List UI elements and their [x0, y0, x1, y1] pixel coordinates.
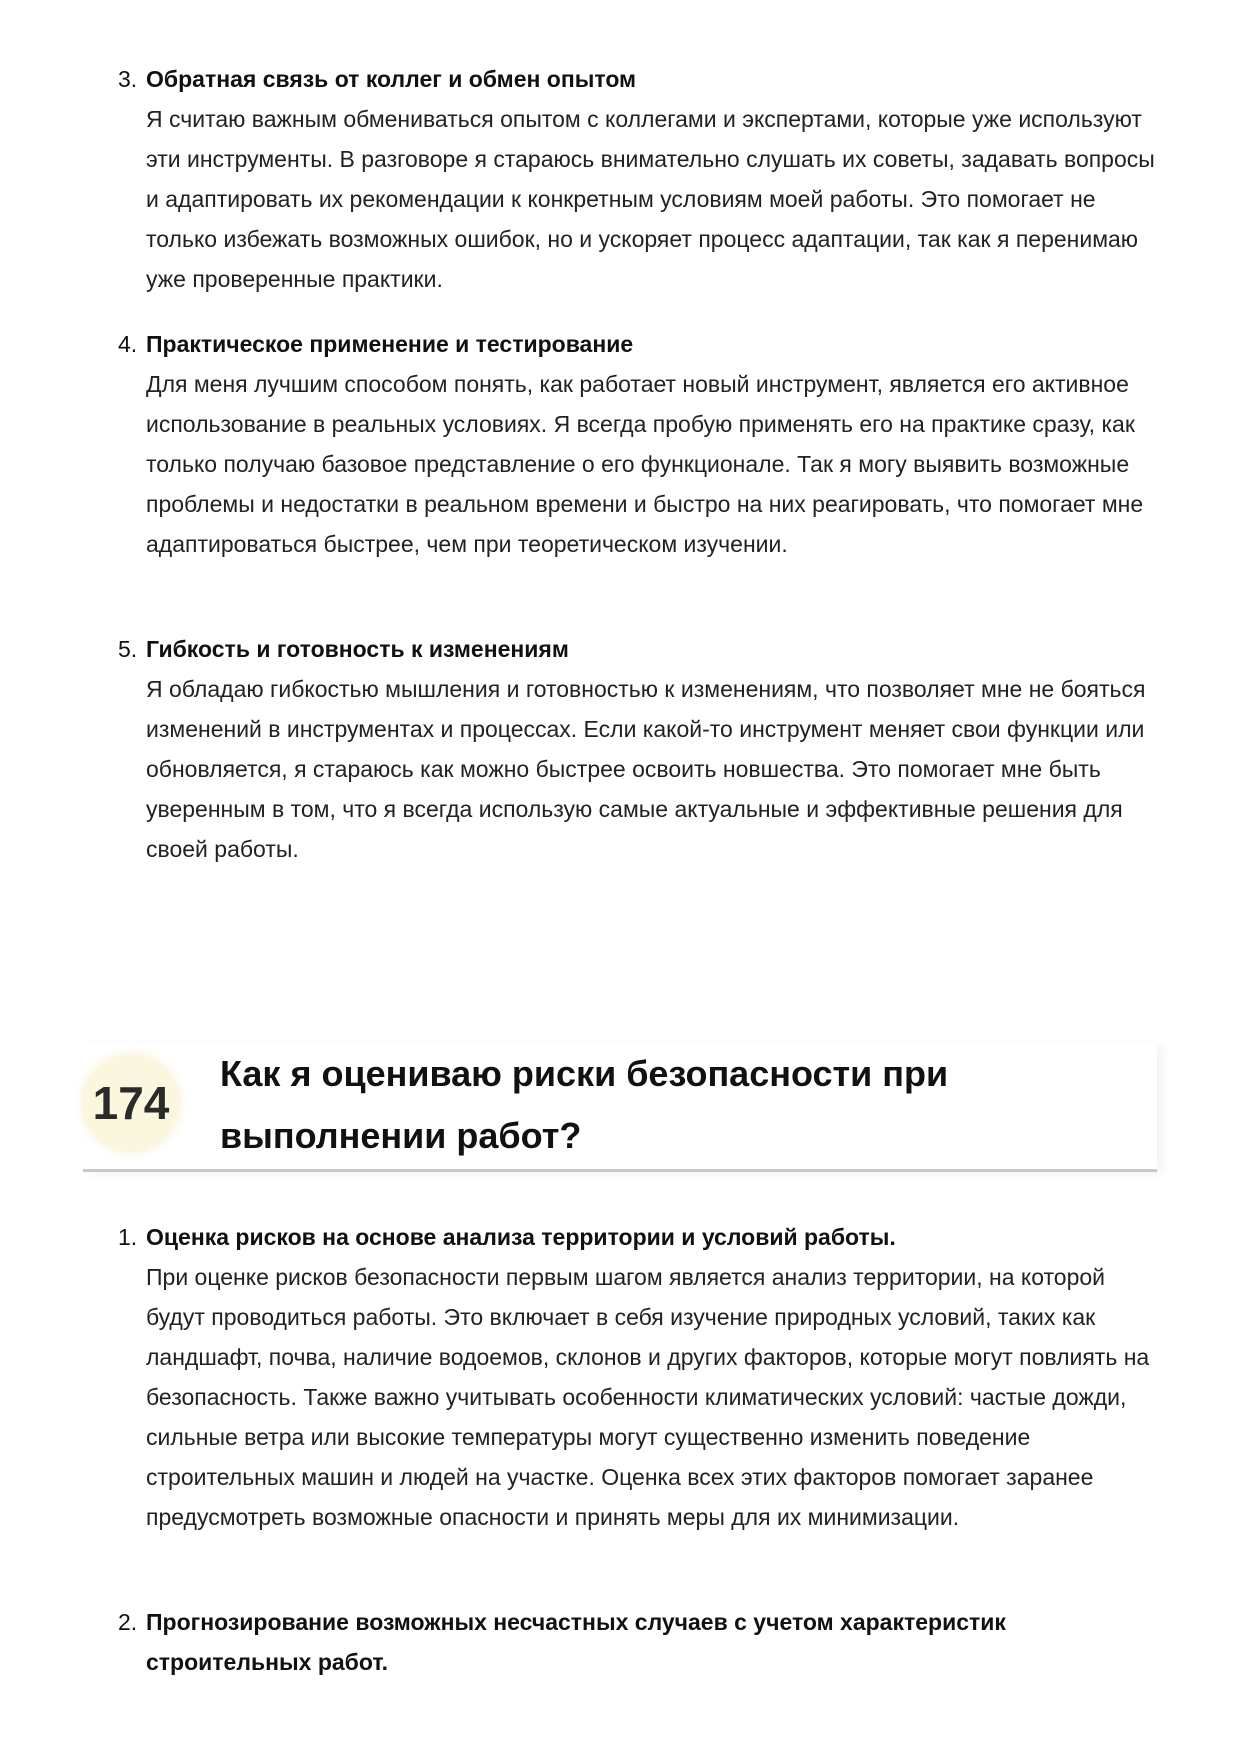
item-text: Я считаю важным обмениваться опытом с коллегами и экспертами, которые уже используют эти инструменты. В разговоре я стараюсь внимательно слушать их советы, задавать вопросы и адаптировать их рекомендации к конкретным условиям моей работы. Это помогает не только избежать возможных ошибок, но и ускоряет процесс адаптации, так как я перенимаю уже проверенные практики. [146, 106, 1155, 292]
list-item [118, 324, 1158, 629]
item-text: Я обладаю гибкостью мышления и готовностью к изменениям, что позволяет мне не бояться изменений в инструментах и процессах. Если какой-то инструмент меняет свои функции или обновляется, я стараюсь как можно быстрее освоить новшества. Это помогает мне быть уверенным в том, что я всегда использую самые актуальные и эффективные решения для своей работы. [146, 676, 1146, 862]
item-text: Для меня лучшим способом понять, как работает новый инструмент, является его активное использование в реальных условиях. Я всегда пробую применять его на практике сразу, как только получаю базовое представление о его функционале. Так я могу выявить возможные проблемы и недостатки в реальном времени и быстро на них реагировать, что помогает мне адаптироваться быстрее, чем при теоретическом изучении. [146, 371, 1144, 557]
list-top [118, 59, 1158, 869]
item-title: Гибкость и готовность к изменениям [146, 636, 569, 662]
item-text: При оценке рисков безопасности первым шагом является анализ территории, на которой будут проводиться работы. Это включает в себя изучение природных условий, таких как ландшафт, почва, наличие водоемов, склонов и других факторов, которые могут повлиять на безопасность. Также важно учитывать особенности климатических условий: частые дожди, сильные ветра или высокие температуры могут существенно изменить поведение строительных машин и людей на участке. Оценка всех этих факторов помогает заранее предусмотреть возможные опасности и принять меры для их минимизации. [146, 1264, 1150, 1530]
section-header [83, 1043, 1157, 1172]
section-title: Как я оцениваю риски безопасности при выполнении работ? [220, 1053, 949, 1156]
item-number: 2. [118, 1609, 138, 1635]
item-title: Прогнозирование возможных несчастных случаев с учетом характеристик строительных работ. [146, 1609, 1006, 1675]
section-number-badge: 174 [83, 1055, 179, 1151]
list-item [118, 59, 1158, 324]
list-item [118, 629, 1158, 869]
item-number: 1. [118, 1224, 138, 1250]
list-item [118, 1217, 1158, 1602]
list-item [118, 1602, 1158, 1682]
list-bottom [118, 1217, 1158, 1682]
item-number: 3. [118, 66, 138, 92]
item-title: Обратная связь от коллег и обмен опытом [146, 66, 637, 92]
item-title: Оценка рисков на основе анализа территории и условий работы. [146, 1224, 896, 1250]
item-number: 4. [118, 331, 138, 357]
item-title: Практическое применение и тестирование [146, 331, 634, 357]
item-number: 5. [118, 636, 138, 662]
